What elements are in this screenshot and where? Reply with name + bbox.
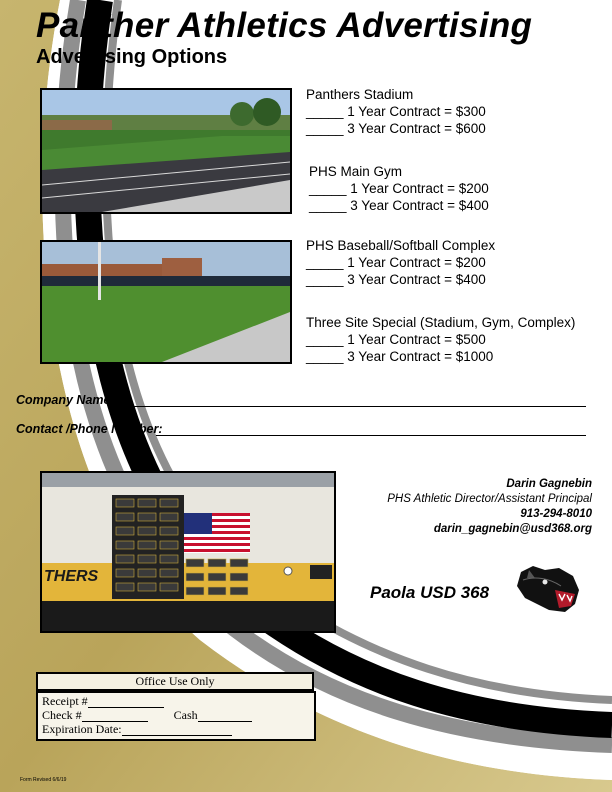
contact-role: PHS Athletic Director/Assistant Principal bbox=[387, 493, 592, 505]
company-name-field[interactable] bbox=[16, 393, 586, 407]
check-field[interactable] bbox=[42, 708, 310, 722]
page-subtitle: Advertising Options bbox=[36, 46, 228, 68]
option-name: PHS Baseball/Softball Complex bbox=[306, 238, 496, 253]
option-name: Panthers Stadium bbox=[306, 87, 414, 102]
option-name: Three Site Special (Stadium, Gym, Complex) bbox=[306, 315, 576, 330]
receipt-field[interactable] bbox=[42, 694, 310, 708]
contact-name: Darin Gagnebin bbox=[506, 478, 592, 490]
complex-photo bbox=[40, 240, 292, 364]
contact-phone-label: Contact /Phone Number: bbox=[16, 422, 163, 436]
stadium-photo bbox=[40, 88, 292, 214]
option-name: PHS Main Gym bbox=[309, 164, 403, 179]
option-row: _____ 3 Year Contract = $400 bbox=[306, 272, 486, 287]
gym-photo bbox=[40, 471, 336, 633]
option-baseball-softball bbox=[306, 237, 495, 288]
contact-phone: 913-294-8010 bbox=[520, 508, 592, 520]
option-row: _____ 1 Year Contract = $300 bbox=[306, 104, 486, 119]
option-panthers-stadium bbox=[306, 86, 486, 137]
contact-email[interactable]: darin_gagnebin@usd368.org bbox=[433, 523, 592, 535]
contact-block bbox=[387, 477, 592, 537]
expiration-label: Expiration Date: bbox=[42, 722, 122, 736]
page-title: Panther Athletics Advertising bbox=[36, 6, 533, 45]
check-label: Check # bbox=[42, 708, 82, 722]
contact-phone-field[interactable] bbox=[16, 422, 586, 436]
option-three-site-special bbox=[306, 314, 575, 365]
company-name-label: Company Name: bbox=[16, 393, 115, 407]
expiration-field[interactable] bbox=[42, 722, 310, 736]
option-row: _____ 1 Year Contract = $200 bbox=[306, 255, 486, 270]
option-row: _____ 1 Year Contract = $500 bbox=[306, 332, 486, 347]
receipt-label: Receipt # bbox=[42, 694, 88, 708]
cash-label: Cash bbox=[173, 708, 198, 722]
district-name: Paola USD 368 bbox=[370, 583, 490, 602]
gym-banner-text: THERS bbox=[44, 568, 99, 585]
office-use-heading: Office Use Only bbox=[36, 672, 314, 691]
option-row: _____ 3 Year Contract = $400 bbox=[309, 198, 489, 213]
option-main-gym bbox=[309, 163, 489, 214]
form-revised-footer: Form Revised 6/6/19 bbox=[20, 777, 67, 783]
option-row: _____ 3 Year Contract = $600 bbox=[306, 121, 486, 136]
option-row: _____ 1 Year Contract = $200 bbox=[309, 181, 489, 196]
option-row: _____ 3 Year Contract = $1000 bbox=[306, 349, 494, 364]
office-use-box bbox=[36, 691, 316, 741]
panther-logo-icon bbox=[515, 564, 581, 614]
